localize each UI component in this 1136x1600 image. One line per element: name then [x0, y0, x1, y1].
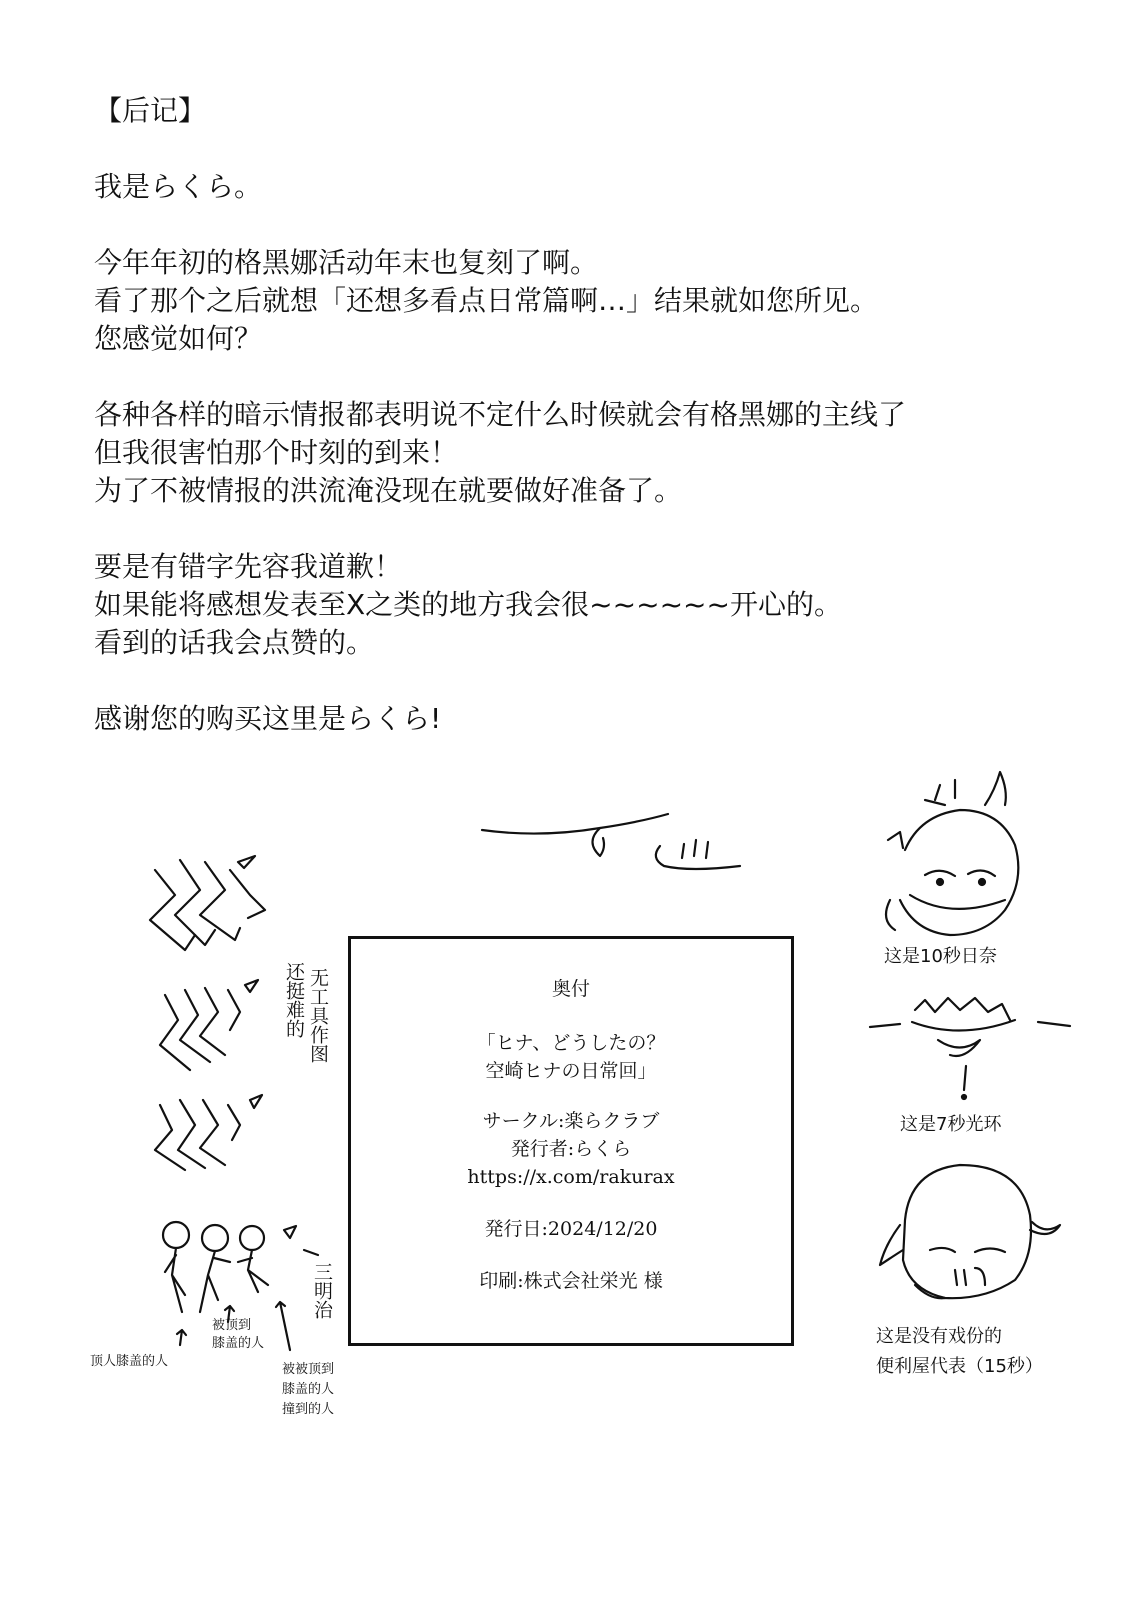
motion-zigzag-doodle — [150, 856, 265, 1170]
colophon-title-line2: 空崎ヒナの日常回」 — [485, 1060, 657, 1082]
speech-squiggle-doodle — [482, 814, 740, 869]
afterword-line: 但我很害怕那个时刻的到来！ — [94, 436, 459, 469]
note-bumped-1: 被被顶到 — [282, 1362, 335, 1377]
afterword-line: 要是有错字先容我道歉！ — [94, 550, 403, 583]
note-kneeing-person: 顶人膝盖的人 — [90, 1354, 169, 1369]
note-kneed-person-2: 膝盖的人 — [212, 1336, 265, 1351]
note-bumped-2: 膝盖的人 — [282, 1382, 335, 1397]
hina-face-doodle — [886, 772, 1018, 935]
caption-halo-7s: 这是7秒光环 — [900, 1114, 1002, 1135]
colophon-circle: サークル:楽らクラブ — [482, 1110, 660, 1132]
colophon-publisher: 発行者:らくら — [510, 1138, 632, 1160]
afterword-line: 您感觉如何？ — [94, 322, 263, 355]
store-rep-face-doodle — [880, 1165, 1060, 1298]
note-kneed-person-1: 被顶到 — [212, 1318, 252, 1333]
colophon-date: 発行日:2024/12/20 — [484, 1218, 658, 1240]
colophon-printer: 印刷:株式会社栄光 様 — [479, 1270, 663, 1292]
note-sandwich: 三明治 — [311, 1262, 333, 1319]
afterword-line: 看到的话我会点赞的。 — [94, 626, 375, 659]
note-bumped-3: 撞到的人 — [282, 1402, 335, 1417]
afterword-line: 为了不被情报的洪流淹没现在就要做好准备了。 — [94, 474, 683, 507]
colophon-title-line1: 「ヒナ、どうしたの？ — [476, 1032, 666, 1054]
halo-doodle — [870, 998, 1070, 1099]
note-no-tools-col1: 无工具作图 — [307, 968, 329, 1063]
colophon-heading: 奥付 — [551, 978, 590, 1000]
note-no-tools-col2: 还挺难的 — [283, 962, 305, 1038]
caption-store-rep-1: 这是没有戏份的 — [876, 1326, 1002, 1347]
afterword-line: 如果能将感想发表至X之类的地方我会很~~~~~~开心的。 — [94, 588, 842, 621]
afterword-line: 感谢您的购买这里是らくら! — [94, 702, 442, 735]
afterword-title: 【后记】 — [94, 94, 207, 127]
caption-store-rep-2: 便利屋代表（15秒） — [876, 1356, 1043, 1377]
colophon-url: https://x.com/rakurax — [467, 1166, 675, 1188]
colophon-box — [348, 936, 794, 1346]
afterword-line: 我是らくら。 — [94, 170, 263, 203]
afterword-line: 各种各样的暗示情报都表明说不定什么时候就会有格黑娜的主线了 — [94, 398, 907, 431]
afterword-line: 看了那个之后就想「还想多看点日常篇啊…」结果就如您所见。 — [94, 284, 879, 317]
caption-hina-10s: 这是10秒日奈 — [884, 946, 997, 967]
afterword-line: 今年年初的格黑娜活动年末也复刻了啊。 — [94, 246, 599, 279]
